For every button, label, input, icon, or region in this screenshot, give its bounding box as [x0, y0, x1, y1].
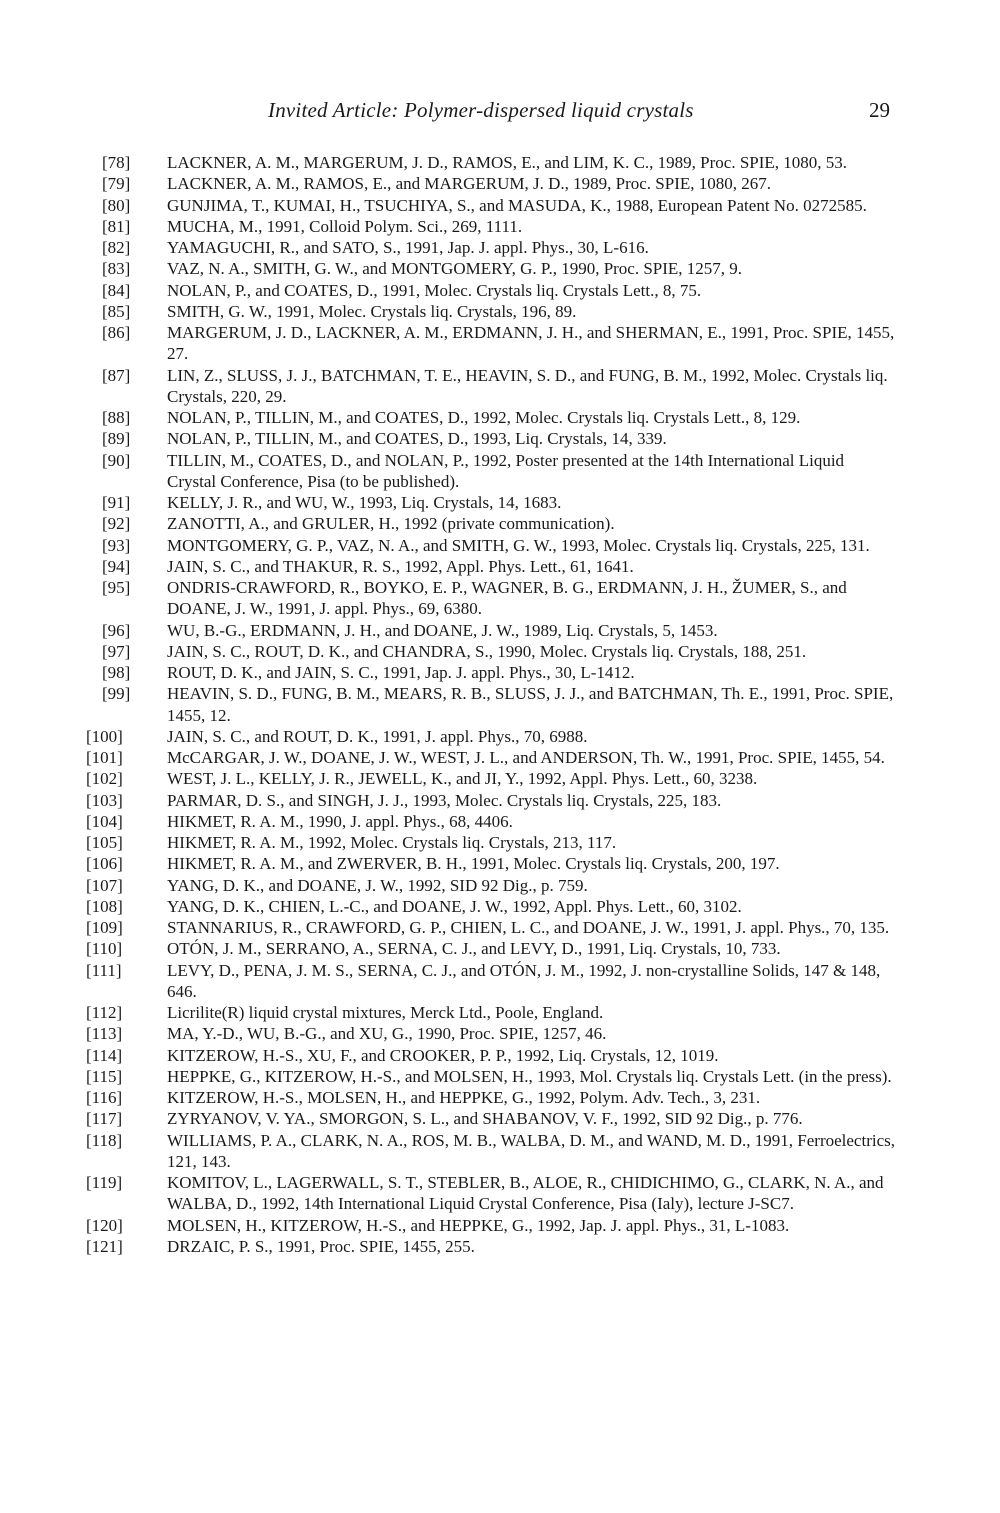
reference-number: [94]	[102, 556, 131, 576]
reference-text: MA, Y.-D., WU, B.-G., and XU, G., 1990, Proc. SPIE, 1257, 46.	[167, 1024, 607, 1044]
reference-number: [107]	[86, 875, 123, 895]
reference-text: WILLIAMS, P. A., CLARK, N. A., ROS, M. B., WALBA, D. M., and WAND, M. D., 1991, Ferroelectrics, 121, 143.	[167, 1130, 895, 1171]
reference-entry	[0, 1236, 897, 1257]
reference-entry	[0, 577, 897, 620]
reference-text: KITZEROW, H.-S., MOLSEN, H., and HEPPKE, G., 1992, Polym. Adv. Tech., 3, 231.	[167, 1088, 761, 1107]
reference-text: KELLY, J. R., and WU, W., 1993, Liq. Crystals, 14, 1683.	[167, 493, 562, 512]
reference-text: ZANOTTI, A., and GRULER, H., 1992 (private communication).	[167, 514, 615, 534]
reference-text: SMITH, G. W., 1991, Molec. Crystals liq. Crystals, 196, 89.	[167, 301, 577, 321]
reference-number: [114]	[86, 1045, 123, 1065]
reference-text: JAIN, S. C., ROUT, D. K., and CHANDRA, S., 1990, Molec. Crystals liq. Crystals, 188, 251.	[167, 641, 807, 661]
reference-entry	[0, 322, 897, 365]
reference-entry	[0, 938, 897, 959]
reference-text: OTÓN, J. M., SERRANO, A., SERNA, C. J., and LEVY, D., 1991, Liq. Crystals, 10, 733.	[167, 939, 781, 959]
reference-text: ONDRIS-CRAWFORD, R., BOYKO, E. P., WAGNER, B. G., ERDMANN, J. H., ŽUMER, S., and DOANE, J. W., 1991, J. appl. Phys., 69, 6380.	[167, 578, 847, 619]
reference-number: [121]	[86, 1236, 123, 1256]
reference-text: JAIN, S. C., and ROUT, D. K., 1991, J. appl. Phys., 70, 6988.	[167, 726, 588, 746]
reference-entry	[0, 513, 897, 534]
reference-text: KITZEROW, H.-S., XU, F., and CROOKER, P. P., 1992, Liq. Crystals, 12, 1019.	[167, 1045, 719, 1065]
reference-text: Licrilite(R) liquid crystal mixtures, Merck Ltd., Poole, England.	[167, 1003, 604, 1022]
reference-text: ZYRYANOV, V. YA., SMORGON, S. L., and SHABANOV, V. F., 1992, SID 92 Dig., p. 776.	[167, 1109, 803, 1129]
reference-entry	[0, 896, 897, 917]
reference-entry	[0, 917, 897, 938]
reference-entry	[0, 173, 897, 194]
reference-number: [119]	[86, 1173, 123, 1192]
reference-number: [103]	[86, 790, 123, 810]
reference-number: [92]	[102, 514, 131, 534]
reference-number: [90]	[102, 450, 131, 470]
reference-text: MUCHA, M., 1991, Colloid Polym. Sci., 269, 1111.	[167, 216, 523, 236]
reference-entry	[0, 620, 897, 641]
reference-text: YAMAGUCHI, R., and SATO, S., 1991, Jap. J. appl. Phys., 30, L-616.	[167, 238, 649, 257]
reference-number: [93]	[102, 535, 131, 555]
reference-text: HEPPKE, G., KITZEROW, H.-S., and MOLSEN, H., 1993, Mol. Crystals liq. Crystals Lett. (in the press).	[167, 1066, 892, 1086]
reference-entry	[0, 790, 897, 811]
reference-number: [86]	[102, 323, 131, 342]
reference-text: DRZAIC, P. S., 1991, Proc. SPIE, 1455, 255.	[167, 1236, 475, 1256]
reference-entry	[0, 195, 897, 216]
page-header	[0, 98, 1000, 128]
reference-entry	[0, 152, 897, 173]
reference-text: LEVY, D., PENA, J. M. S., SERNA, C. J., and OTÓN, J. M., 1992, J. non-crystalline Solids, 147 & 148, 646.	[167, 960, 881, 1001]
reference-number: [98]	[102, 663, 131, 682]
reference-number: [111]	[86, 960, 122, 980]
reference-entry	[0, 280, 897, 301]
reference-text: MOLSEN, H., KITZEROW, H.-S., and HEPPKE, G., 1992, Jap. J. appl. Phys., 31, L-1083.	[167, 1215, 790, 1235]
reference-number: [105]	[86, 833, 123, 852]
reference-entry	[0, 407, 897, 428]
reference-text: MARGERUM, J. D., LACKNER, A. M., ERDMANN, J. H., and SHERMAN, E., 1991, Proc. SPIE, 1455, 27.	[167, 323, 895, 364]
reference-list	[0, 152, 1000, 1257]
reference-entry	[0, 1002, 897, 1023]
reference-entry	[0, 1045, 897, 1066]
reference-number: [99]	[102, 684, 131, 704]
reference-text: LACKNER, A. M., MARGERUM, J. D., RAMOS, E., and LIM, K. C., 1989, Proc. SPIE, 1080, 53.	[167, 153, 848, 172]
reference-entry	[0, 428, 897, 449]
reference-text: LIN, Z., SLUSS, J. J., BATCHMAN, T. E., HEAVIN, S. D., and FUNG, B. M., 1992, Molec. Crystals liq. Crystals, 220, 29.	[167, 365, 888, 406]
reference-entry	[0, 216, 897, 237]
reference-text: NOLAN, P., TILLIN, M., and COATES, D., 1993, Liq. Crystals, 14, 339.	[167, 429, 667, 449]
reference-text: YANG, D. K., and DOANE, J. W., 1992, SID 92 Dig., p. 759.	[167, 875, 588, 895]
reference-text: PARMAR, D. S., and SINGH, J. J., 1993, Molec. Crystals liq. Crystals, 225, 183.	[167, 790, 722, 810]
reference-text: KOMITOV, L., LAGERWALL, S. T., STEBLER, B., ALOE, R., CHIDICHIMO, G., CLARK, N. A., and WALBA, D., 1992, 14th International Liquid Crystal Conference, Pisa (Ialy), lecture J-SC7.	[167, 1173, 884, 1214]
reference-entry	[0, 258, 897, 279]
reference-number: [79]	[102, 174, 131, 194]
reference-number: [109]	[86, 918, 123, 937]
reference-number: [113]	[86, 1024, 123, 1044]
reference-number: [97]	[102, 641, 131, 661]
reference-entry	[0, 726, 897, 747]
reference-text: NOLAN, P., and COATES, D., 1991, Molec. Crystals liq. Crystals Lett., 8, 75.	[167, 280, 702, 300]
reference-entry	[0, 662, 897, 683]
reference-text: VAZ, N. A., SMITH, G. W., and MONTGOMERY, G. P., 1990, Proc. SPIE, 1257, 9.	[167, 259, 743, 279]
reference-text: WU, B.-G., ERDMANN, J. H., and DOANE, J. W., 1989, Liq. Crystals, 5, 1453.	[167, 620, 718, 640]
reference-number: [118]	[86, 1130, 123, 1150]
reference-number: [88]	[102, 408, 131, 427]
reference-text: JAIN, S. C., and THAKUR, R. S., 1992, Appl. Phys. Lett., 61, 1641.	[167, 556, 634, 576]
reference-number: [100]	[86, 726, 123, 746]
reference-number: [120]	[86, 1215, 123, 1235]
reference-entry	[0, 811, 897, 832]
reference-text: GUNJIMA, T., KUMAI, H., TSUCHIYA, S., and MASUDA, K., 1988, European Patent No. 0272585.	[167, 195, 867, 215]
reference-number: [78]	[102, 153, 131, 172]
reference-text: HIKMET, R. A. M., 1992, Molec. Crystals liq. Crystals, 213, 117.	[167, 833, 617, 852]
reference-entry	[0, 556, 897, 577]
reference-entry	[0, 1130, 897, 1173]
reference-number: [106]	[86, 854, 123, 874]
reference-entry	[0, 1215, 897, 1236]
reference-number: [117]	[86, 1109, 123, 1129]
reference-entry	[0, 492, 897, 513]
reference-number: [102]	[86, 769, 123, 789]
reference-number: [84]	[102, 280, 131, 300]
reference-number: [104]	[86, 811, 123, 831]
reference-number: [112]	[86, 1003, 123, 1022]
reference-text: WEST, J. L., KELLY, J. R., JEWELL, K., and JI, Y., 1992, Appl. Phys. Lett., 60, 3238.	[167, 769, 758, 789]
reference-text: McCARGAR, J. W., DOANE, J. W., WEST, J. L., and ANDERSON, Th. W., 1991, Proc. SPIE, 1455, 54.	[167, 748, 885, 767]
reference-text: TILLIN, M., COATES, D., and NOLAN, P., 1992, Poster presented at the 14th International Liquid Crystal Conference, Pisa (to be published).	[167, 450, 845, 491]
reference-text: YANG, D. K., CHIEN, L.-C., and DOANE, J. W., 1992, Appl. Phys. Lett., 60, 3102.	[167, 896, 742, 916]
reference-entry	[0, 1087, 897, 1108]
reference-number: [95]	[102, 578, 131, 597]
reference-entry	[0, 683, 897, 726]
reference-number: [96]	[102, 620, 131, 640]
reference-entry	[0, 768, 897, 789]
reference-number: [89]	[102, 429, 131, 449]
reference-entry	[0, 237, 897, 258]
reference-entry	[0, 1108, 897, 1129]
reference-entry	[0, 535, 897, 556]
reference-entry	[0, 450, 897, 493]
running-title: Invited Article: Polymer-dispersed liquid crystals	[268, 98, 694, 122]
reference-text: HEAVIN, S. D., FUNG, B. M., MEARS, R. B., SLUSS, J. J., and BATCHMAN, Th. E., 1991, Proc. SPIE, 1455, 12.	[167, 684, 894, 725]
reference-text: NOLAN, P., TILLIN, M., and COATES, D., 1992, Molec. Crystals liq. Crystals Lett., 8, 129.	[167, 408, 801, 427]
reference-entry	[0, 1023, 897, 1044]
reference-number: [101]	[86, 748, 123, 767]
reference-number: [81]	[102, 216, 131, 236]
reference-number: [110]	[86, 939, 123, 959]
page-number: 29	[869, 98, 890, 122]
reference-entry	[0, 1172, 897, 1215]
reference-entry	[0, 832, 897, 853]
reference-text: HIKMET, R. A. M., and ZWERVER, B. H., 1991, Molec. Crystals liq. Crystals, 200, 197.	[167, 854, 780, 874]
reference-number: [87]	[102, 365, 131, 385]
reference-entry	[0, 853, 897, 874]
reference-number: [115]	[86, 1066, 123, 1086]
reference-text: ROUT, D. K., and JAIN, S. C., 1991, Jap. J. appl. Phys., 30, L-1412.	[167, 663, 635, 682]
reference-entry	[0, 747, 897, 768]
reference-text: MONTGOMERY, G. P., VAZ, N. A., and SMITH, G. W., 1993, Molec. Crystals liq. Crystals, 225, 131.	[167, 535, 870, 555]
reference-entry	[0, 641, 897, 662]
reference-entry	[0, 301, 897, 322]
reference-entry	[0, 960, 897, 1003]
reference-entry	[0, 1066, 897, 1087]
reference-text: STANNARIUS, R., CRAWFORD, G. P., CHIEN, L. C., and DOANE, J. W., 1991, J. appl. Phys., 70, 135.	[167, 918, 890, 937]
reference-text: LACKNER, A. M., RAMOS, E., and MARGERUM, J. D., 1989, Proc. SPIE, 1080, 267.	[167, 174, 772, 194]
reference-number: [80]	[102, 195, 131, 215]
reference-entry	[0, 875, 897, 896]
reference-number: [116]	[86, 1088, 123, 1107]
reference-number: [83]	[102, 259, 131, 279]
reference-number: [82]	[102, 238, 131, 257]
reference-number: [91]	[102, 493, 131, 512]
reference-number: [85]	[102, 301, 131, 321]
reference-number: [108]	[86, 896, 123, 916]
reference-text: HIKMET, R. A. M., 1990, J. appl. Phys., 68, 4406.	[167, 811, 513, 831]
reference-entry	[0, 365, 897, 408]
